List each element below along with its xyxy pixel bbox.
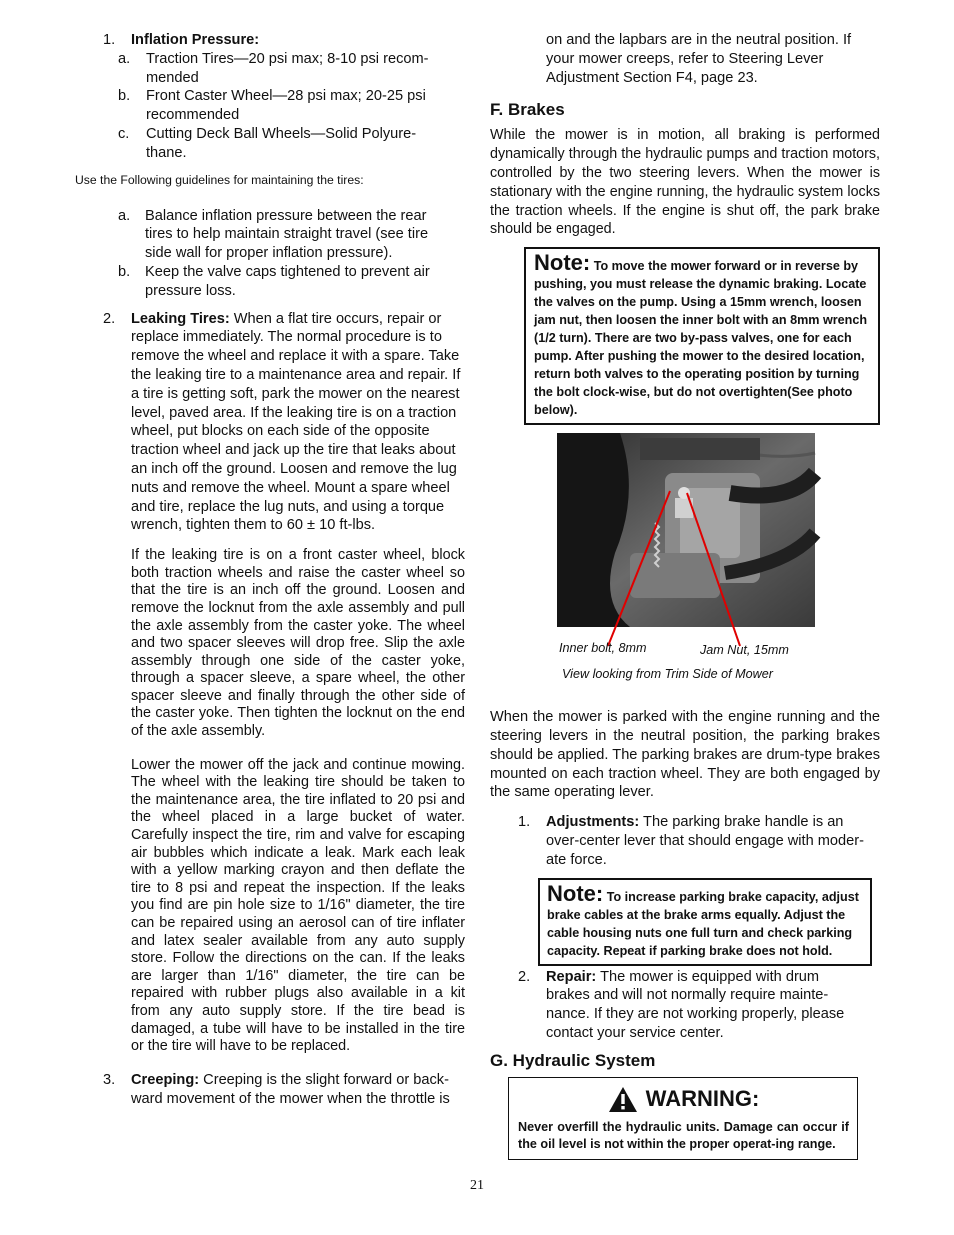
brakes-heading: F. Brakes (490, 100, 565, 120)
sub-label: b. (118, 88, 131, 105)
right-column (490, 31, 880, 1160)
inflation-sub-a (75, 50, 465, 88)
leaking-para3: Lower the mower off the jack and continue mowing. The wheel with the leaking tire should be taken to the maintenance area, the tire inflated to 20 psi and the wheel placed in a large bucket of water. Carefully inspect the tire, rim and valve for escaping air bubbles which indicate a leak. Mark each leak with a yellow marking crayon and then deflate the tire to 8 psi and repeat the inspection. If the leaks you find are pin hole size to 1/16" diameter, the tire can be repaired using an aerosol can of tire inflater and latex sealer available from any auto supply store. Follow the directions on the can. If the leaks are larger than 1/16" diameter, the tire can be repaired with rubber plugs also available in a kit from any auto supply store. If the tire bead is damaged, a tube will have to be installed in the tire or the tire will have to be replaced. (131, 756, 465, 1055)
warning-text: Never overfill the hydraulic units. Damage can occur if the oil level is not within the proper operat-ing range. (518, 1119, 849, 1151)
sub-text: Balance inflation pressure between the rear tires to help maintain straight travel (see tire side wall for proper inflation pressure). (145, 207, 429, 262)
leaking-title: Leaking Tires: (131, 310, 230, 327)
warning-label: WARNING: (645, 1086, 760, 1112)
leaking-para2: If the leaking tire is on a front caster wheel, block both traction wheels and raise the caster wheel so that the tire is an inch off the ground. Loosen and remove the locknut from the axle assembly and pull the axle assembly from the caster yoke. The wheel and two spacer sleeves will drop free. Slip the axle assembly through one side of the caster yoke, through a spacer sleeve, a spare wheel, the other spacer sleeve and finally through the other side of the caster yoke. Then tighten the locknut on the end of the axle assembly. (131, 547, 465, 740)
creeping-text: Creeping is the slight forward or back-ward movement of the mower when the throttle is (131, 1071, 450, 1107)
sub-text: Cutting Deck Ball Wheels—Solid Polyure-thane. (146, 125, 417, 161)
repair-para (546, 968, 866, 1043)
brakes-para: While the mower is in motion, all braking is performed dynamically through the hydraulic pumps and traction motors, controlled by the two steering levers. When the mower is stationary with the engine running, the hydraulic system locks the traction wheels. If the engine is shut off, the park brake should be engaged. (490, 127, 880, 238)
adjustments-para (546, 813, 880, 869)
guideline-b (75, 263, 465, 301)
inner-bolt-label: Inner bolt, 8mm (559, 641, 647, 656)
creeping-para (131, 1071, 465, 1109)
note-text: To increase parking brake capacity, adjust brake cables at the brake arms equally. Adjust the cable housing nuts one full turn and check parking capacity. Repeat if parking brake does not hold. (547, 889, 859, 958)
warning-box (508, 1077, 858, 1160)
creeping-title: Creeping: (131, 1071, 200, 1088)
list-number: 2. (103, 310, 116, 327)
sub-text: Traction Tires—20 psi max; 8-10 psi recom-mended (146, 50, 429, 86)
inflation-sub-c (75, 125, 465, 163)
repair-item (490, 968, 880, 1043)
list-number: 1. (518, 814, 531, 831)
warning-title (518, 1086, 849, 1113)
page-number: 21 (470, 1178, 484, 1193)
jam-nut-label: Jam Nut, 15mm (700, 643, 789, 658)
warning-triangle-icon (608, 1086, 638, 1113)
sub-label: b. (118, 263, 131, 280)
list-number: 3. (103, 1071, 116, 1088)
adjustments-title: Adjustments: (546, 814, 640, 831)
sub-label: c. (118, 125, 130, 142)
note-label: Note: (534, 250, 591, 276)
note-parking-brake (538, 878, 872, 966)
note-text: To move the mower forward or in reverse by pushing, you must release the dynamic braking. Locate the valves on the pump. Using a 15mm wrench, loosen jam nut, then loosen the inner bolt with an 8mm wrench (1/2 turn). There are two by-pass valves, one for each pump. After pushing the mower to the desired location, return both valves to the operating position by turning the bolt clock-wise, but do not overtighten(See photo below). (534, 259, 868, 418)
sub-label: a. (118, 207, 131, 224)
adjustments-text: The parking brake handle is an over-center lever that should engage with moder-ate force. (546, 814, 864, 868)
leaking-text: When a flat tire occurs, repair or replace immediately. The normal procedure is to remove the wheel and replace it with a spare. Take the leaking tire to a maintenance area and repair. If a tire is getting soft, park the mower on the nearest level, paved area. If the leaking tire is on a traction wheel, put blocks on each side of the opposite traction wheel and jack up the tire that leaks about an inch off the ground. Loosen and remove the lug nuts and remove the wheel. Mount a spare wheel and tire, replace the lug nuts, and using a torque wrench, tighten them to 60 ± 10 ft-lbs. (131, 310, 461, 534)
pump-photo-figure (490, 433, 880, 708)
leaking-para1 (131, 310, 465, 536)
sub-text: Front Caster Wheel—28 psi max; 20-25 psi recommended (146, 88, 426, 124)
inflation-sub-b (75, 87, 465, 125)
guidelines-intro: Use the Following guidelines for maintaining the tires: (75, 172, 364, 187)
note-dynamic-braking (524, 247, 880, 425)
adjustments-item (490, 813, 880, 869)
creeping-continued: on and the lapbars are in the neutral position. If your mower creeps, refer to Steering Lever Adjustment Section F4, page 23. (546, 32, 852, 86)
sub-label: a. (118, 50, 131, 67)
repair-text: The mower is equipped with drum brakes and will not normally require mainte-nance. If they are not working properly, please contact your service center. (546, 968, 845, 1041)
inflation-pressure-item (75, 31, 465, 50)
leaking-tires-item (75, 310, 465, 1056)
repair-title: Repair: (546, 968, 597, 985)
leaking-body (131, 310, 465, 1056)
photo-caption: View looking from Trim Side of Mower (562, 667, 773, 682)
list-number: 1. (103, 32, 116, 48)
hydraulic-heading: G. Hydraulic System (490, 1050, 656, 1070)
parking-para: When the mower is parked with the engine running and the steering levers in the neutral position, the parking brakes should be applied. The parking brakes are drum-type brakes mounted on each traction wheel. They are both engaged by the same operating lever. (490, 709, 880, 801)
left-column (75, 31, 465, 1108)
sub-text: Keep the valve caps tightened to prevent air pressure loss. (145, 263, 430, 299)
note-label: Note: (547, 880, 604, 906)
guideline-a (75, 207, 465, 263)
list-number: 2. (518, 968, 531, 985)
inflation-title: Inflation Pressure: (131, 32, 260, 48)
creeping-item (75, 1071, 465, 1109)
